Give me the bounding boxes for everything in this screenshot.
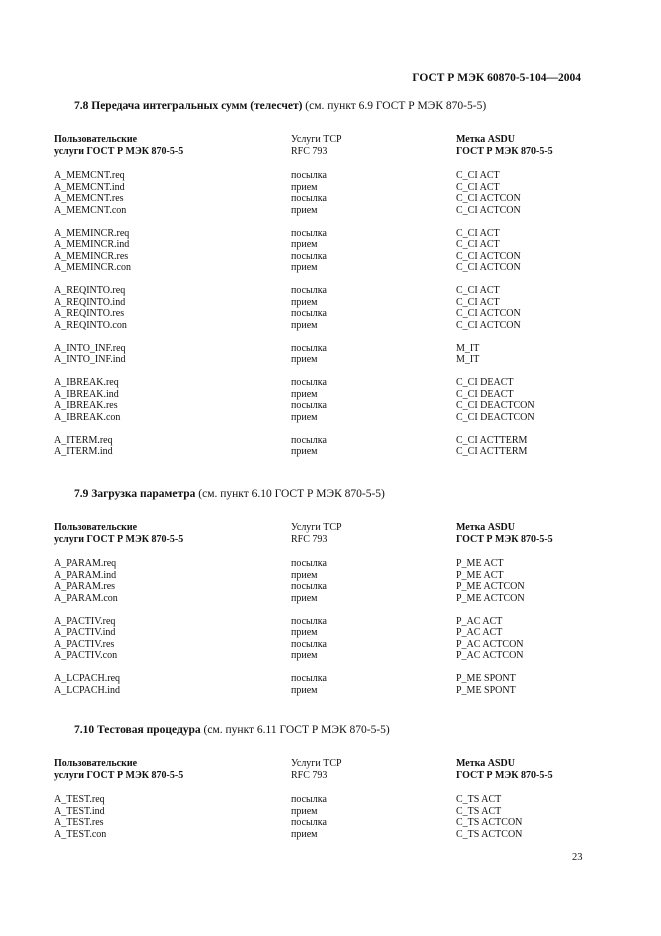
user-service-cell: A_PARAM.ind [54,569,117,581]
header-asdu-label-line: ГОСТ Р МЭК 870-5-5 [456,533,553,545]
table-row [0,412,661,424]
asdu-label-cell: C_CI ACT [456,285,500,296]
tcp-service-cell: прием [291,446,318,457]
tcp-service-cell: прием [291,828,318,840]
table-row [0,320,661,332]
asdu-label-cell: C_CI ACTTERM [456,446,528,457]
table-row [0,581,661,593]
asdu-label-cell: M_IT [456,354,480,365]
header-asdu-label-line: ГОСТ Р МЭК 870-5-5 [456,769,553,781]
table-row [0,616,661,628]
asdu-label-cell: P_ME ACTCON [456,581,525,592]
asdu-label-cell: C_CI DEACTCON [456,411,535,423]
tcp-service-cell: посылка [291,250,327,262]
user-service-cell: A_LCPACH.ind [54,684,121,696]
header-tcp-services-line: Услуги TCP [291,134,342,145]
header-asdu-label-line: ГОСТ Р МЭК 870-5-5 [456,145,553,157]
section-title [74,724,390,736]
user-service-cell: A_TEST.con [54,828,107,840]
header-tcp-services-line: RFC 793 [291,769,328,781]
table-row [0,182,661,194]
asdu-label-cell: P_AC ACTCON [456,650,524,661]
header-tcp-services [291,522,342,545]
asdu-label-cell: C_CI ACTCON [456,319,521,331]
tcp-service-cell: прием [291,569,318,581]
table-row [0,193,661,205]
section-title [74,488,385,500]
user-service-cell: A_MEMCNT.ind [54,181,125,193]
header-tcp-services [291,134,342,157]
asdu-label-cell: M_IT [456,342,480,354]
header-user-services-line: Пользовательские [54,134,138,145]
tcp-service-cell: посылка [291,434,327,446]
table-row [0,262,661,274]
table-row [0,170,661,182]
header-user-services-line: Пользовательские [54,758,138,769]
table-row [0,639,661,651]
user-service-cell: A_PACTIV.ind [54,627,116,638]
tcp-service-cell: прием [291,181,318,193]
table-row [0,343,661,355]
user-service-cell: A_MEMCNT.res [54,193,124,204]
asdu-label-cell: C_CI DEACTCON [456,400,535,411]
user-service-cell: A_MEMINCR.req [54,227,130,239]
document-code: ГОСТ Р МЭК 60870-5-104—2004 [412,72,581,84]
table-row [0,239,661,251]
section-number: 7.9 [74,488,89,500]
tcp-service-cell: прием [291,592,318,604]
tcp-service-cell: посылка [291,817,327,828]
tcp-service-cell: прием [291,805,318,817]
asdu-label-cell: C_TS ACT [456,805,502,817]
user-service-cell: A_MEMCNT.req [54,170,125,181]
table-row [0,650,661,662]
user-service-cell: A_PACTIV.con [54,650,118,661]
section-number: 7.10 [74,724,95,736]
user-service-cell: A_TEST.res [54,817,104,828]
header-asdu-label-line: Метка ASDU [456,758,515,769]
tcp-service-cell: прием [291,627,318,638]
asdu-label-cell: C_CI ACTCON [456,250,521,262]
user-service-cell: A_REQINTO.res [54,308,125,319]
asdu-label-cell: C_CI ACTCON [456,204,521,216]
asdu-label-cell: C_CI DEACT [456,388,514,400]
asdu-label-cell: C_CI ACT [456,227,500,239]
user-service-cell: A_TEST.ind [54,805,105,817]
header-asdu-label [456,134,553,157]
section-number: 7.8 [74,100,89,112]
user-service-cell: A_IBREAK.req [54,377,119,388]
user-service-cell: A_PARAM.req [54,558,117,569]
asdu-label-cell: C_TS ACTCON [456,828,523,840]
asdu-label-cell: C_TS ACTCON [456,817,523,828]
asdu-label-cell: C_CI ACTCON [456,193,521,204]
header-user-services [54,134,183,157]
user-service-cell: A_REQINTO.ind [54,296,126,308]
tcp-service-cell: посылка [291,558,327,569]
tcp-service-cell: прием [291,204,318,216]
table-row [0,673,661,685]
tcp-service-cell: посылка [291,377,327,388]
header-asdu-label-line: Метка ASDU [456,134,515,145]
tcp-service-cell: посылка [291,170,327,181]
table-row [0,228,661,240]
table-row [0,794,661,806]
header-user-services-line: услуги ГОСТ Р МЭК 870-5-5 [54,769,184,781]
table-row [0,205,661,217]
asdu-label-cell: P_AC ACT [456,615,503,627]
tcp-service-cell: посылка [291,615,327,627]
asdu-label-cell: C_CI ACTCON [456,308,521,319]
asdu-label-cell: P_ME ACTCON [456,592,525,604]
tcp-service-cell: посылка [291,581,327,592]
header-user-services [54,758,183,781]
asdu-label-cell: C_CI ACT [456,181,500,193]
tcp-service-cell: прием [291,354,318,365]
section-title-text: Тестовая процедура [97,724,201,736]
asdu-label-cell: P_ME ACT [456,569,504,581]
tcp-service-cell: прием [291,262,318,273]
section-reference: (см. пункт 6.9 ГОСТ Р МЭК 870-5-5) [305,100,487,112]
user-service-cell: A_REQINTO.con [54,319,127,331]
asdu-label-cell: P_ME SPONT [456,684,516,696]
header-asdu-label [456,758,553,781]
asdu-label-cell: C_TS ACT [456,794,502,805]
table-row [0,558,661,570]
user-service-cell: A_ITERM.req [54,434,113,446]
table-row [0,400,661,412]
section-title [74,100,486,112]
header-tcp-services [291,758,342,781]
tcp-service-cell: посылка [291,285,327,296]
table-row [0,389,661,401]
table-row [0,829,661,841]
header-user-services-line: Пользовательские [54,522,138,533]
tcp-service-cell: посылка [291,638,327,650]
tcp-service-cell: посылка [291,673,327,684]
table-row [0,354,661,366]
user-service-cell: A_PACTIV.req [54,615,116,627]
table-row [0,435,661,447]
asdu-label-cell: C_CI ACTTERM [456,434,528,446]
user-service-cell: A_TEST.req [54,794,105,805]
tcp-service-cell: прием [291,411,318,423]
table-row [0,251,661,263]
asdu-label-cell: P_ME ACT [456,558,504,569]
asdu-label-cell: C_CI ACT [456,239,500,250]
tcp-service-cell: прием [291,296,318,308]
table-row [0,627,661,639]
table-row [0,377,661,389]
tcp-service-cell: прием [291,650,318,661]
header-tcp-services-line: Услуги TCP [291,522,342,533]
asdu-label-cell: P_AC ACT [456,627,503,638]
user-service-cell: A_ITERM.ind [54,446,113,457]
header-user-services-line: услуги ГОСТ Р МЭК 870-5-5 [54,533,184,545]
section-reference: (см. пункт 6.10 ГОСТ Р МЭК 870-5-5) [198,488,385,500]
table-row [0,685,661,697]
asdu-label-cell: C_CI ACT [456,296,500,308]
section-reference: (см. пункт 6.11 ГОСТ Р МЭК 870-5-5) [203,724,390,736]
user-service-cell: A_INTO_INF.ind [54,354,126,365]
asdu-label-cell: C_CI DEACT [456,377,514,388]
table-row [0,308,661,320]
tcp-service-cell: прием [291,239,318,250]
user-service-cell: A_MEMCNT.con [54,204,127,216]
table-row [0,446,661,458]
tcp-service-cell: посылка [291,342,327,354]
tcp-service-cell: посылка [291,308,327,319]
user-service-cell: A_IBREAK.res [54,400,118,411]
tcp-service-cell: посылка [291,193,327,204]
tcp-service-cell: посылка [291,400,327,411]
user-service-cell: A_IBREAK.con [54,411,121,423]
section-title-text: Передача интегральных сумм (телесчет) [91,100,303,112]
tcp-service-cell: прием [291,684,318,696]
user-service-cell: A_LCPACH.req [54,673,121,684]
table-row [0,806,661,818]
header-asdu-label [456,522,553,545]
header-tcp-services-line: Услуги TCP [291,758,342,769]
asdu-label-cell: P_ME SPONT [456,673,516,684]
tcp-service-cell: прием [291,319,318,331]
table-row [0,297,661,309]
table-row [0,570,661,582]
user-service-cell: A_INTO_INF.req [54,342,126,354]
asdu-label-cell: P_AC ACTCON [456,638,524,650]
table-row [0,817,661,829]
user-service-cell: A_REQINTO.req [54,285,126,296]
asdu-label-cell: C_CI ACTCON [456,262,521,273]
section-title-text: Загрузка параметра [91,488,196,500]
table-row [0,593,661,605]
header-asdu-label-line: Метка ASDU [456,522,515,533]
user-service-cell: A_PACTIV.res [54,638,115,650]
header-user-services-line: услуги ГОСТ Р МЭК 870-5-5 [54,145,184,157]
page-number: 23 [572,852,583,863]
header-tcp-services-line: RFC 793 [291,145,328,157]
user-service-cell: A_MEMINCR.ind [54,239,130,250]
table-row [0,285,661,297]
user-service-cell: A_PARAM.res [54,581,116,592]
user-service-cell: A_IBREAK.ind [54,388,119,400]
header-user-services [54,522,183,545]
tcp-service-cell: прием [291,388,318,400]
user-service-cell: A_MEMINCR.res [54,250,129,262]
user-service-cell: A_PARAM.con [54,592,118,604]
asdu-label-cell: C_CI ACT [456,170,500,181]
tcp-service-cell: посылка [291,227,327,239]
header-tcp-services-line: RFC 793 [291,533,328,545]
tcp-service-cell: посылка [291,794,327,805]
user-service-cell: A_MEMINCR.con [54,262,131,273]
